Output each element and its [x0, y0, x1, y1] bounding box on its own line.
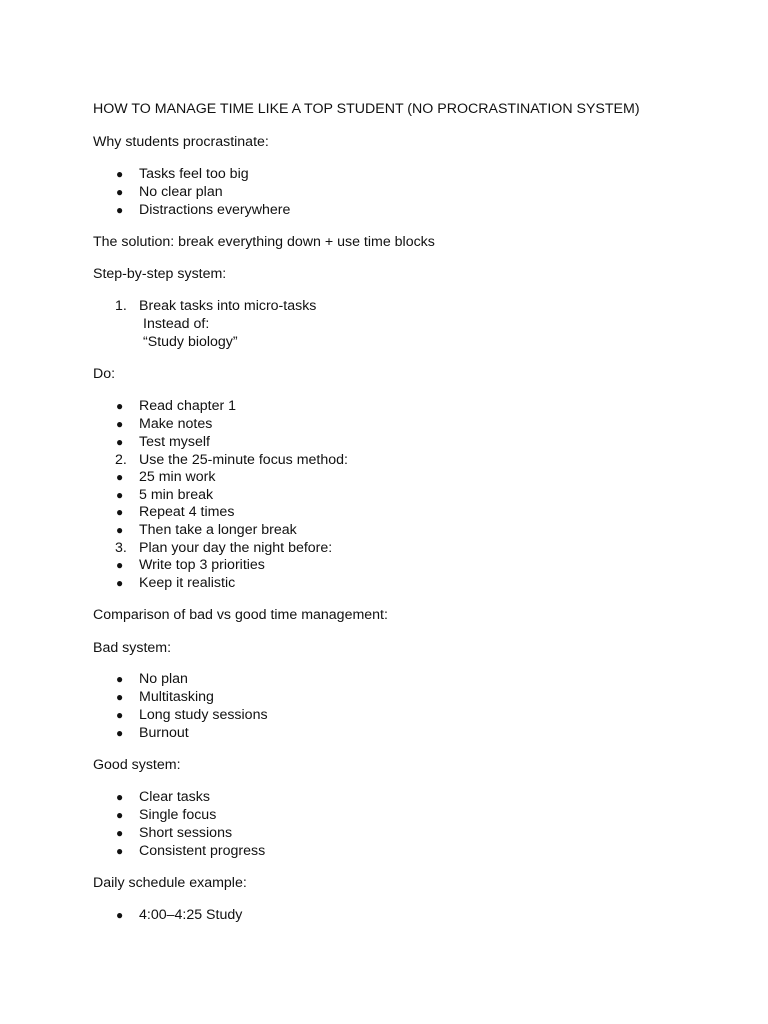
list-item-text: Keep it realistic [139, 575, 236, 591]
list-item-text: Write top 3 priorities [139, 557, 265, 573]
bullet-icon: ● [116, 470, 124, 484]
bullet-icon: ● [116, 844, 124, 858]
bullet-icon: ● [116, 708, 124, 722]
bad-heading: Bad system: [93, 640, 172, 656]
bullet-icon: ● [116, 505, 124, 519]
system-heading: Step-by-step system: [93, 266, 227, 282]
why-heading: Why students procrastinate: [93, 134, 269, 150]
bullet-icon: ● [116, 185, 124, 199]
list-item-text: Make notes [139, 416, 213, 432]
bullet-icon: ● [116, 203, 124, 217]
bullet-icon: ● [116, 435, 124, 449]
step-number: 1. [115, 298, 127, 314]
list-item-text: Single focus [139, 807, 217, 823]
list-item-text: Multitasking [139, 689, 214, 705]
list-item-text: No clear plan [139, 184, 223, 200]
bullet-icon: ● [116, 908, 124, 922]
bullet-icon: ● [116, 726, 124, 740]
list-item-text: Repeat 4 times [139, 504, 235, 520]
list-item-text: 25 min work [139, 469, 216, 485]
step-text: Break tasks into micro-tasks [139, 298, 317, 314]
step-number: 3. [115, 540, 127, 556]
list-item-text: 5 min break [139, 487, 214, 503]
step-text: Plan your day the night before: [139, 540, 333, 556]
comparison-heading: Comparison of bad vs good time management: [93, 607, 388, 623]
schedule-heading: Daily schedule example: [93, 875, 247, 891]
list-item-text: No plan [139, 671, 188, 687]
step-number: 2. [115, 452, 127, 468]
bullet-icon: ● [116, 576, 124, 590]
bullet-icon: ● [116, 167, 124, 181]
list-item-text: Long study sessions [139, 707, 268, 723]
do-heading: Do: [93, 366, 116, 382]
list-item-text: Read chapter 1 [139, 398, 237, 414]
list-item-text: Test myself [139, 434, 210, 450]
solution-line: The solution: break everything down + use time blocks [93, 234, 435, 250]
bullet-icon: ● [116, 417, 124, 431]
bullet-icon: ● [116, 488, 124, 502]
list-item-text: Tasks feel too big [139, 166, 249, 182]
bullet-icon: ● [116, 399, 124, 413]
bullet-icon: ● [116, 790, 124, 804]
bullet-icon: ● [116, 558, 124, 572]
list-item-text: 4:00–4:25 Study [139, 907, 243, 923]
document-title: HOW TO MANAGE TIME LIKE A TOP STUDENT (NO PROCRASTINATION SYSTEM) [93, 101, 640, 117]
list-item-text: Clear tasks [139, 789, 210, 805]
step-subtext: Instead of: [143, 316, 210, 332]
step-text: Use the 25-minute focus method: [139, 452, 348, 468]
list-item-text: Then take a longer break [139, 522, 297, 538]
bullet-icon: ● [116, 672, 124, 686]
good-heading: Good system: [93, 757, 181, 773]
bullet-icon: ● [116, 808, 124, 822]
list-item-text: Burnout [139, 725, 189, 741]
bullet-icon: ● [116, 690, 124, 704]
bullet-icon: ● [116, 523, 124, 537]
list-item-text: Consistent progress [139, 843, 266, 859]
bullet-icon: ● [116, 826, 124, 840]
list-item-text: Short sessions [139, 825, 233, 841]
list-item-text: Distractions everywhere [139, 202, 291, 218]
step-subtext: “Study biology” [143, 334, 238, 350]
